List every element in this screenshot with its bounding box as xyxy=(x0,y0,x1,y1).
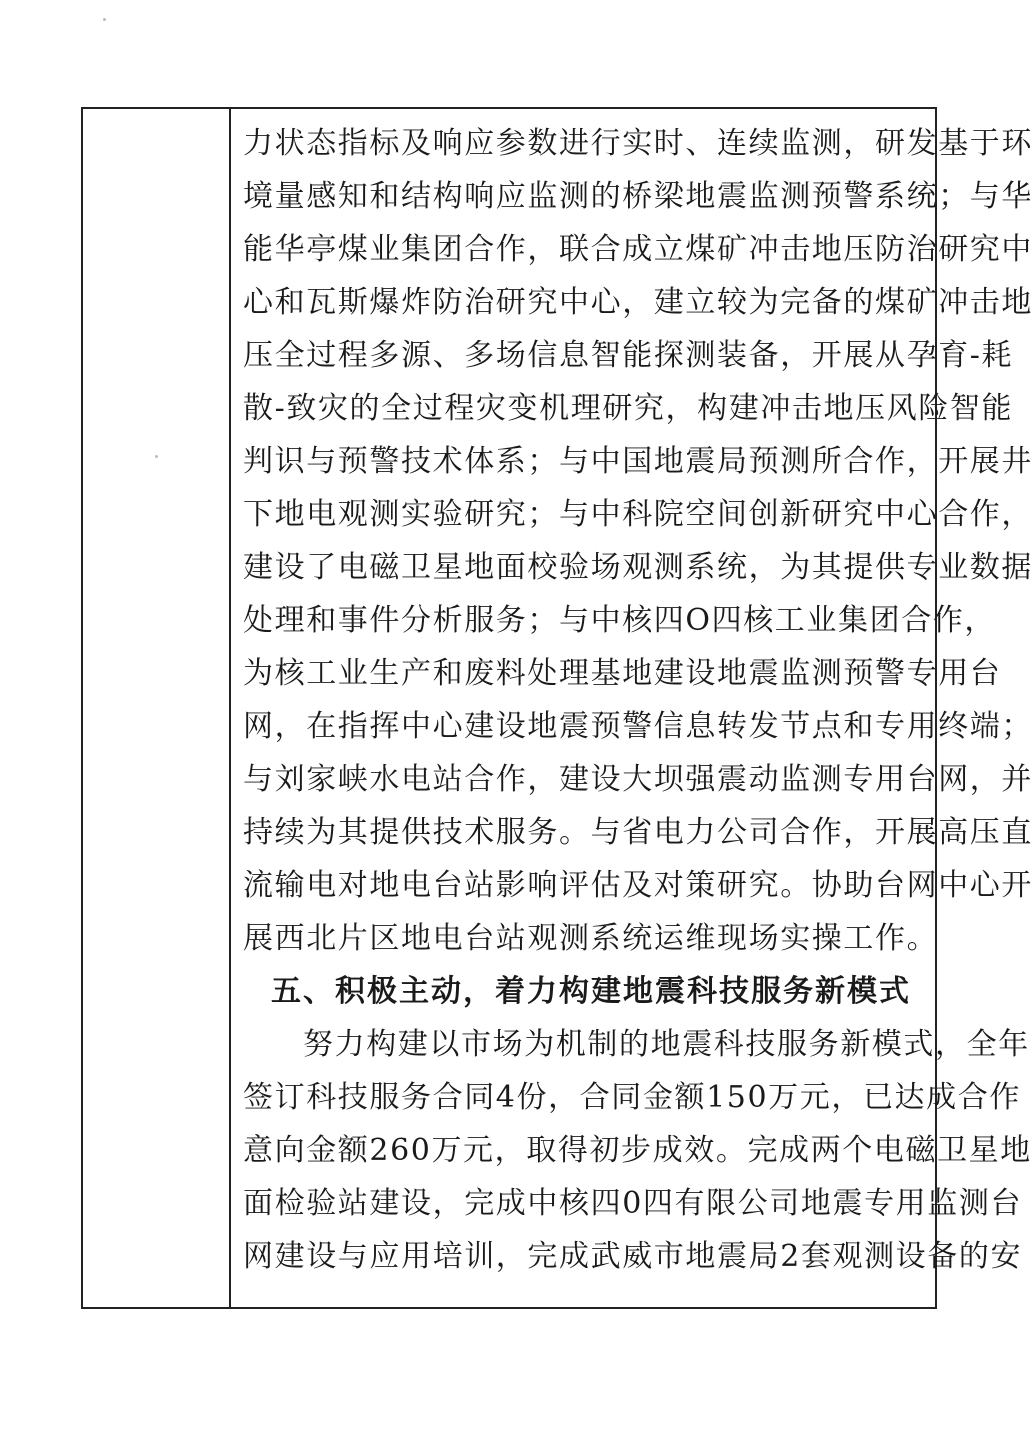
text-line: 下地电观测实验研究；与中科院空间创新研究中心合作， xyxy=(243,497,1033,532)
text-line: 判识与预警技术体系；与中国地震局预测所合作，开展井 xyxy=(243,444,1033,479)
table-content-cell xyxy=(233,109,1033,1307)
table-label-cell xyxy=(83,109,231,1307)
text-line: 境量感知和结构响应监测的桥梁地震监测预警系统；与华 xyxy=(243,179,1033,214)
text-line: 能华亭煤业集团合作，联合成立煤矿冲击地压防治研究中 xyxy=(243,232,1033,267)
text-line: 建设了电磁卫星地面校验场观测系统，为其提供专业数据 xyxy=(243,550,1033,585)
text-line: 心和瓦斯爆炸防治研究中心，建立较为完备的煤矿冲击地 xyxy=(243,285,1033,320)
text-line: 意向金额260万元，取得初步成效。完成两个电磁卫星地 xyxy=(243,1133,1032,1168)
text-line: 展西北片区地电台站观测系统运维现场实操工作。 xyxy=(243,921,939,956)
text-line: 签订科技服务合同4份，合同金额150万元，已达成合作 xyxy=(243,1080,1021,1115)
paragraph-first-line: 努力构建以市场为机制的地震科技服务新模式，全年 xyxy=(303,1027,1030,1062)
text-line: 面检验站建设，完成中核四0四有限公司地震专用监测台 xyxy=(243,1186,1023,1221)
body-text xyxy=(243,117,1033,1283)
scan-speck xyxy=(103,18,106,21)
text-line: 为核工业生产和废料处理基地建设地震监测预警专用台 xyxy=(243,656,1002,691)
text-line: 力状态指标及响应参数进行实时、连续监测，研发基于环 xyxy=(243,126,1033,161)
form-table xyxy=(81,107,1033,1309)
text-line: 网，在指挥中心建设地震预警信息转发节点和专用终端； xyxy=(243,709,1033,744)
text-line: 持续为其提供技术服务。与省电力公司合作，开展高压直 xyxy=(243,815,1033,850)
text-line: 网建设与应用培训，完成武威市地震局2套观测设备的安 xyxy=(243,1239,1023,1274)
text-line: 压全过程多源、多场信息智能探测装备，开展从孕育-耗 xyxy=(243,338,1014,373)
text-line: 处理和事件分析服务；与中核四O四核工业集团合作， xyxy=(243,603,996,638)
section-heading: 五、积极主动，着力构建地震科技服务新模式 xyxy=(271,974,911,1009)
text-line: 散-致灾的全过程灾变机理研究，构建冲击地压风险智能 xyxy=(243,391,1014,426)
text-line: 流输电对地电台站影响评估及对策研究。协助台网中心开 xyxy=(243,868,1033,903)
text-line: 与刘家峡水电站合作，建设大坝强震动监测专用台网，并 xyxy=(243,762,1033,797)
